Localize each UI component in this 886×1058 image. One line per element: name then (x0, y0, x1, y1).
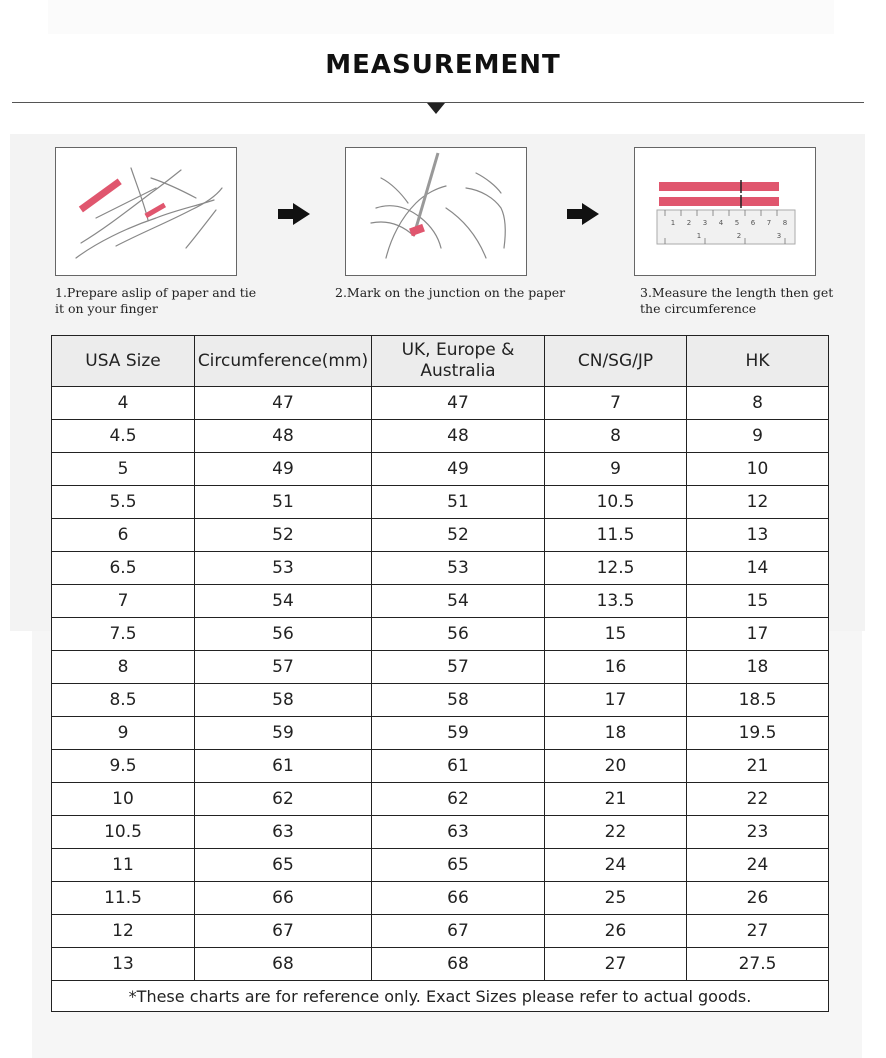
ruler-top-label: 6 (750, 219, 756, 227)
table-cell: 6.5 (52, 552, 195, 585)
table-cell: 5.5 (52, 486, 195, 519)
table-cell: 11 (52, 849, 195, 882)
ruler-top-label: 2 (686, 219, 692, 227)
table-cell: 56 (195, 618, 372, 651)
table-note-row (52, 981, 829, 1012)
table-cell: 65 (372, 849, 545, 882)
table-cell: 21 (687, 750, 829, 783)
table-cell: 26 (687, 882, 829, 915)
arrow-right-icon (566, 203, 600, 225)
table-cell: 25 (545, 882, 687, 915)
caret-down-icon (427, 103, 445, 114)
table-cell: 15 (545, 618, 687, 651)
table-cell: 26 (545, 915, 687, 948)
table-row (52, 651, 829, 684)
table-cell: 23 (687, 816, 829, 849)
ruler-top-label: 5 (734, 219, 740, 227)
table-cell: 13 (687, 519, 829, 552)
table-cell: 18 (545, 717, 687, 750)
table-cell: 62 (195, 783, 372, 816)
table-cell: 11.5 (545, 519, 687, 552)
header-circumference: Circumference(mm) (195, 336, 372, 387)
table-cell: 14 (687, 552, 829, 585)
table-cell: 22 (687, 783, 829, 816)
table-cell: 11.5 (52, 882, 195, 915)
table-cell: 27 (687, 915, 829, 948)
table-cell: 10.5 (545, 486, 687, 519)
table-cell: 63 (372, 816, 545, 849)
table-cell: 18 (687, 651, 829, 684)
ring-size-table (51, 335, 829, 1012)
table-cell: 47 (372, 387, 545, 420)
table-cell: 9 (545, 453, 687, 486)
step-2-caption-line-1: 2.Mark on the junction on the paper (335, 285, 566, 300)
table-cell: 56 (372, 618, 545, 651)
table-cell: 67 (195, 915, 372, 948)
table-header-row (52, 336, 829, 387)
table-row (52, 486, 829, 519)
table-row (52, 948, 829, 981)
ruler-top-label: 8 (782, 219, 788, 227)
step-1-illustration (55, 147, 237, 276)
ruler-bottom-label: 2 (736, 232, 742, 240)
step-1-caption-line-1: 1.Prepare aslip of paper and tie (55, 285, 257, 300)
table-cell: 68 (372, 948, 545, 981)
ruler-measure-icon (635, 148, 815, 274)
pen-marking-finger-icon (346, 148, 526, 274)
table-cell: 17 (545, 684, 687, 717)
table-cell: 8 (52, 651, 195, 684)
table-cell: 54 (195, 585, 372, 618)
table-cell: 54 (372, 585, 545, 618)
table-cell: 17 (687, 618, 829, 651)
table-row (52, 750, 829, 783)
table-row (52, 387, 829, 420)
step-3-caption-line-2: the circumference (640, 301, 757, 316)
table-row (52, 519, 829, 552)
ruler-bottom-label: 3 (776, 232, 782, 240)
table-cell: 65 (195, 849, 372, 882)
ruler-top-label: 4 (718, 219, 724, 227)
step-2-caption (335, 285, 565, 301)
table-cell: 8.5 (52, 684, 195, 717)
header-uk-europe-line-1: UK, Europe & (401, 340, 515, 360)
table-cell: 66 (195, 882, 372, 915)
table-cell: 4.5 (52, 420, 195, 453)
header-cn-sg-jp: CN/SG/JP (545, 336, 687, 387)
step-3-caption (640, 285, 833, 317)
table-cell: 6 (52, 519, 195, 552)
table-cell: 58 (372, 684, 545, 717)
table-cell: 15 (687, 585, 829, 618)
header-uk-europe-line-2: Australia (420, 361, 496, 381)
table-cell: 68 (195, 948, 372, 981)
table-cell: 49 (195, 453, 372, 486)
table-cell: 22 (545, 816, 687, 849)
reference-note: *These charts are for reference only. Exact Sizes please refer to actual goods. (52, 981, 829, 1012)
step-1-caption-line-2: it on your finger (55, 301, 158, 316)
table-cell: 4 (52, 387, 195, 420)
table-cell: 7 (545, 387, 687, 420)
ruler-top-label: 3 (702, 219, 708, 227)
table-row (52, 717, 829, 750)
table-row (52, 552, 829, 585)
table-row (52, 783, 829, 816)
table-cell: 12 (687, 486, 829, 519)
table-cell: 9 (687, 420, 829, 453)
table-cell: 27 (545, 948, 687, 981)
table-cell: 66 (372, 882, 545, 915)
table-cell: 10 (52, 783, 195, 816)
table-row (52, 420, 829, 453)
table-cell: 57 (195, 651, 372, 684)
table-cell: 53 (372, 552, 545, 585)
step-1-caption (55, 285, 256, 317)
table-cell: 63 (195, 816, 372, 849)
table-cell: 27.5 (687, 948, 829, 981)
header-uk-europe-australia (372, 336, 545, 387)
table-cell: 51 (195, 486, 372, 519)
step-3-illustration (634, 147, 816, 276)
table-row (52, 882, 829, 915)
finger-wrapped-paper-icon (56, 148, 236, 274)
table-row (52, 849, 829, 882)
table-row (52, 915, 829, 948)
table-cell: 21 (545, 783, 687, 816)
table-cell: 19.5 (687, 717, 829, 750)
table-cell: 49 (372, 453, 545, 486)
table-cell: 61 (372, 750, 545, 783)
table-cell: 59 (372, 717, 545, 750)
step-2-illustration (345, 147, 527, 276)
table-cell: 9 (52, 717, 195, 750)
ruler-top-label: 7 (766, 219, 772, 227)
table-cell: 47 (195, 387, 372, 420)
table-cell: 53 (195, 552, 372, 585)
ruler-top-label: 1 (670, 219, 676, 227)
table-cell: 18.5 (687, 684, 829, 717)
table-cell: 13.5 (545, 585, 687, 618)
table-row (52, 618, 829, 651)
table-cell: 8 (545, 420, 687, 453)
table-cell: 13 (52, 948, 195, 981)
table-cell: 24 (545, 849, 687, 882)
table-cell: 57 (372, 651, 545, 684)
table-cell: 48 (195, 420, 372, 453)
table-cell: 9.5 (52, 750, 195, 783)
arrow-right-icon (277, 203, 311, 225)
table-cell: 10 (687, 453, 829, 486)
table-row (52, 585, 829, 618)
ruler-bottom-label: 1 (696, 232, 702, 240)
table-cell: 24 (687, 849, 829, 882)
table-cell: 61 (195, 750, 372, 783)
table-cell: 16 (545, 651, 687, 684)
table-cell: 62 (372, 783, 545, 816)
page-title: MEASUREMENT (325, 50, 561, 80)
table-cell: 20 (545, 750, 687, 783)
table-cell: 10.5 (52, 816, 195, 849)
header-hk: HK (687, 336, 829, 387)
table-cell: 67 (372, 915, 545, 948)
table-cell: 7.5 (52, 618, 195, 651)
table-row (52, 816, 829, 849)
table-cell: 51 (372, 486, 545, 519)
table-cell: 52 (372, 519, 545, 552)
table-cell: 59 (195, 717, 372, 750)
table-row (52, 684, 829, 717)
table-cell: 58 (195, 684, 372, 717)
table-cell: 5 (52, 453, 195, 486)
table-row (52, 453, 829, 486)
top-strip (0, 0, 886, 34)
table-cell: 52 (195, 519, 372, 552)
table-cell: 48 (372, 420, 545, 453)
step-3-caption-line-1: 3.Measure the length then get (640, 285, 834, 300)
table-cell: 8 (687, 387, 829, 420)
table-cell: 7 (52, 585, 195, 618)
header-usa-size: USA Size (52, 336, 195, 387)
table-cell: 12 (52, 915, 195, 948)
table-cell: 12.5 (545, 552, 687, 585)
